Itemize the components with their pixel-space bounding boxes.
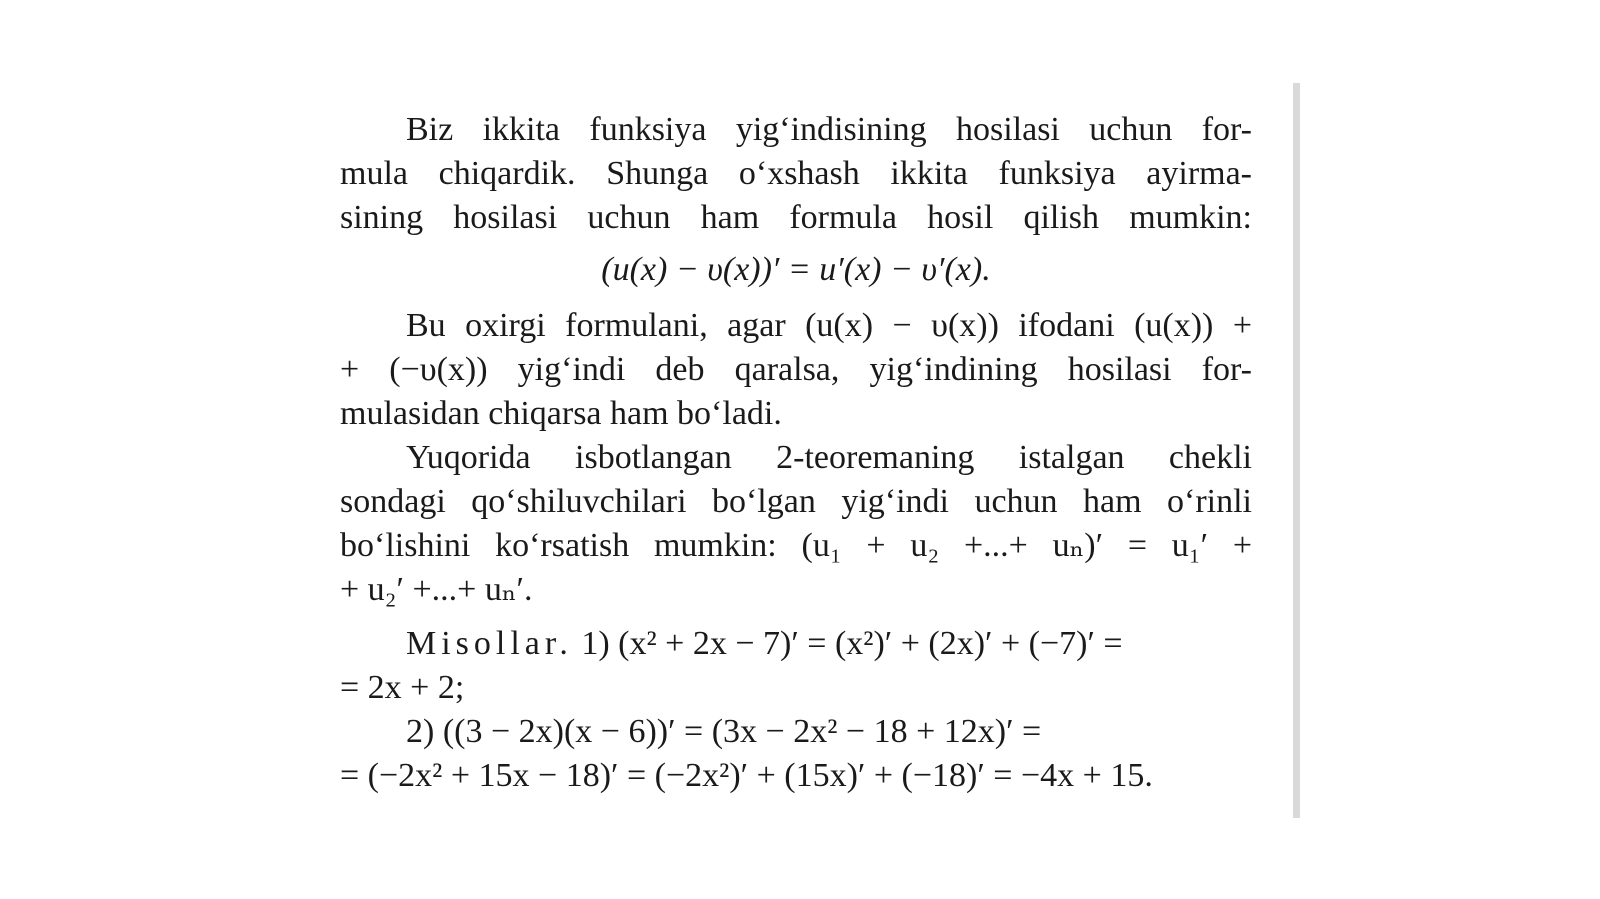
paragraph-explanation	[340, 304, 1252, 436]
example-1-result: = 2x + 2;	[340, 669, 465, 706]
text-line: bo‘lishini ko‘rsatish mumkin: (u₁ + u₂ +...+ uₙ)′ = u₁′ +	[340, 527, 1252, 564]
text-line: mulasidan chiqarsa ham bo‘ladi.	[340, 395, 782, 432]
text-line: mula chiqardik. Shunga o‘xshash ikkita funksiya ayirma-	[340, 155, 1252, 192]
paragraph-sum-derivative	[340, 108, 1252, 240]
example-1-line	[340, 622, 1252, 666]
text-line: + u₂′ +...+ uₙ′.	[340, 571, 533, 608]
example-2-line: 2) ((3 − 2x)(x − 6))′ = (3x − 2x² − 18 + 12x)′ =	[406, 713, 1042, 750]
text-line: Biz ikkita funksiya yig‘indisining hosilasi uchun for-	[406, 111, 1252, 148]
text-line: Bu oxirgi formulani, agar (u(x) − υ(x)) ifodani (u(x)) +	[406, 307, 1252, 344]
paragraph-theorem	[340, 436, 1252, 612]
examples-section	[340, 622, 1252, 798]
textbook-page	[340, 108, 1252, 798]
page-edge-shadow	[1293, 83, 1300, 818]
difference-derivative-formula: (u(x) − υ(x))′ = u′(x) − υ′(x).	[601, 251, 991, 288]
text-line: + (−υ(x)) yig‘indi deb qaralsa, yig‘indining hosilasi for-	[340, 351, 1252, 388]
text-line: sondagi qo‘shiluvchilari bo‘lgan yig‘indi uchun ham o‘rinli	[340, 483, 1252, 520]
text-line: sining hosilasi uchun ham formula hosil qilish mumkin:	[340, 199, 1252, 236]
example-1-text: 1) (x² + 2x − 7)′ = (x²)′ + (2x)′ + (−7)′ =	[581, 625, 1123, 662]
text-line: Yuqorida isbotlangan 2-teoremaning istalgan chekli	[406, 439, 1252, 476]
example-2-result: = (−2x² + 15x − 18)′ = (−2x²)′ + (15x)′ + (−18)′ = −4x + 15.	[340, 757, 1153, 794]
examples-label: Misollar.	[406, 625, 573, 662]
